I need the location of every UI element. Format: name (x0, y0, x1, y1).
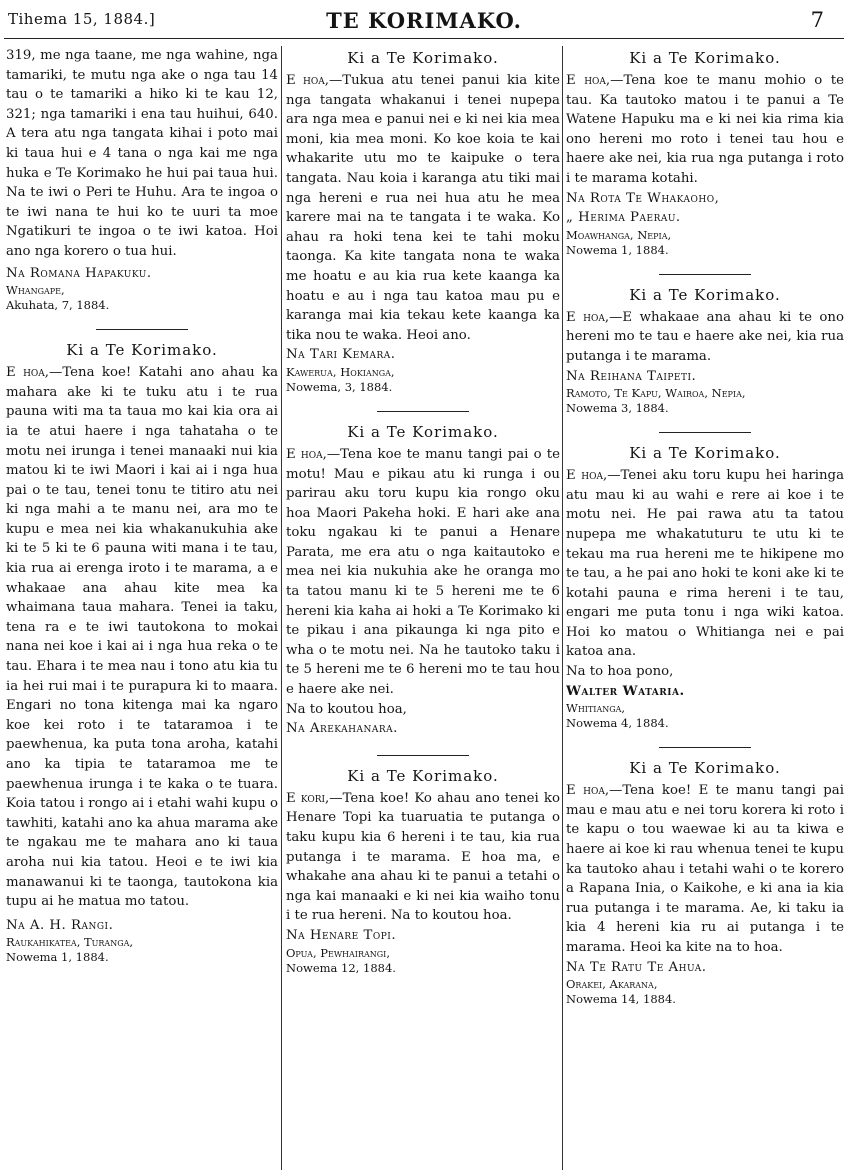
letter-body: —E whakaae ana ahau ki te ono hereni mo te tau e haere ake nei, kia rua putanga i te marama. (566, 309, 844, 364)
letter-date: Akuhata, 7, 1884. (6, 298, 110, 313)
letter-body: —Tena koe! E te manu tangi pai mau e mau atu e nei toru korera ki roto i te kapu o tou waewae ki au ta kiwa e haere ai koe ki rau whenua tenei te kupu ka tautoko ahau i tetahi wahi o te korero a Rapana Inia, o Kaikohe, e ki ana ia kia rua putanga i te marama. Ae, ki taku ia kia 4 hereni kia ru ai putanga i te marama. Heoi ka kite na to hoa. (566, 783, 844, 955)
letter-date: Nowema 1, 1884. (566, 242, 669, 257)
header-divider (4, 38, 844, 39)
letter-signer: Na A. H. Rangi. (6, 917, 114, 933)
section-divider (377, 755, 469, 756)
letter-place: Whangape, (6, 283, 65, 298)
section-divider (659, 747, 751, 748)
letter-body: —Tena koe te manu mohio o te tau. Ka tautoko matou i te panui a Te Watene Hapuku ma e ki nei kia rima kia ono hereni mo roto i tenei tau hou e haere ake nei, kia rua nga putanga i roto i te marama kotahi. (566, 73, 844, 186)
column-3 (566, 46, 844, 1168)
letter-signer: Na Henare Topi. (286, 927, 397, 943)
letter-signer: Na Te Ratu Te Ahua. (566, 959, 707, 975)
letter-salutation: E hoa, (286, 446, 327, 462)
letter-place: Moawhanga, Nepia, (566, 227, 672, 242)
letter-place: Kaweruа, Hokianga, (286, 364, 395, 379)
letter-closing: Na to hoa pono, (566, 664, 674, 680)
issue-date: Tihema 15, 1884.] (8, 10, 156, 28)
page-header (0, 0, 848, 44)
letter-signer: Walter Wataria. (566, 683, 685, 699)
letter-title: Ki a Te Korimako. (629, 759, 781, 778)
letter-body: —Tena koe! Katahi ano ahau ka mahara ake ki te tuku atu i te rua pauna witi ma ta taua mo kai kia ora ai ia te atui haere i nga tahataha o te motu nei irunga i tenei manaaki nui kia matou ki te iwi Maori i kai ai i nga hua pai o te tau, tenei tonu te titiro atu nei ki nga mahi a te manu nei, ara mo te kupu e mea nei kia whakanukuhia ake ki te 5 ki te 6 pauna witi mana i te tau, kia rua ai erenga iroto i te marama, a e whakaae ana ahau kite mea ka whaimana taua mahara. Tenei ia taku, tena ra e te iwi tautokona to mokai nana nei koe i kai ai i nga hua reka o te tau. Ehara i te mea nau i tono atu kia tu ia hei rui mai i te purapura ki to maara. Engari no tona kitenga mai ka ngaro koe kei roto i te tataramoa i te paewhenua, ka puta tona aroha, katahi ano ka tipia te tataramoa me te paewhenua irunga i te kaka o te tuara. Koia tatou i rongo ai i etahi wahi kupu o tawhiti, katahi ano ka ahua marama ake te ngakau me te mahara ano ki taua aroha nui kia tatou. Heoi e te iwi kia manawanui ki te taonga, tautokona kia tupu ai he matua mo tatou. (6, 365, 278, 910)
letter-salutation: E hoa, (286, 73, 329, 88)
letter-title: Ki a Te Korimako. (347, 422, 499, 441)
letter-place: Whitianga, (566, 701, 626, 716)
letter-date: Nowema 1, 1884. (6, 950, 109, 965)
letter-date: Nowema 12, 1884. (286, 960, 396, 975)
letter-title: Ki a Te Korimako. (629, 444, 781, 463)
letter-salutation: E kori, (286, 790, 330, 806)
letter-body: —Tena koe te manu tangi pai o te motu! Mau e pikau atu ki runga i ou parirau aku toru kupu kia rongo oku hoa Maori Pakeha hoki. E hari ake ana toku ngakau ki te panui a Henare Parata, me era atu o nga kaitautoko e mea nei kia nukuhia ake he oranga mo ta tatou manu ki te 5 hereni me te 6 hereni kia kaha ai hoki a Te Korimako ki te pikau i ana pikaunga ki nga pito e wha o te motu nei. Na he tautoko taku i te 5 hereni me te 6 hereni mo te tau hou e haere ake nei. (286, 446, 560, 698)
letter-title: Ki a Te Korimako. (347, 49, 499, 67)
section-divider (377, 411, 469, 412)
letter-signer: „ Herima Paerau. (566, 210, 681, 226)
column-divider (281, 46, 282, 1170)
letter-salutation: E hoa, (566, 73, 611, 88)
letter-date: Nowema 14, 1884. (566, 992, 676, 1007)
letter-salutation: E hoa, (566, 468, 608, 484)
letter-title: Ki a Te Korimako. (66, 341, 218, 360)
letter-title: Ki a Te Korimako. (629, 49, 781, 67)
letter-signer: Na Tari Kemara. (286, 347, 396, 363)
column-1 (6, 46, 278, 1168)
section-divider (659, 274, 751, 275)
letter-place: Ramoto, Te Kapu, Wairoa, Nepia, (566, 386, 746, 401)
column-divider (562, 46, 563, 1170)
letter (286, 48, 560, 395)
letter-signer: Na Arekahanara. (286, 721, 398, 737)
letter-place: Opua, Pewhairangi, (286, 945, 390, 960)
letter-place: Orakei, Akarana, (566, 977, 658, 992)
letter-date: Nowema 4, 1884. (566, 716, 669, 731)
letter-body: —Tukua atu tenei panui kia kite nga tangata whakanui i tenei nupepa ara nga mea e panui nei e ki nei kia mea moni, kia mea moni. Ko koe koia te kai whakarite utu mo te kaipuke o tera tangata. Nau koia i karanga atu tiki mai nga hereni e rua nei hua atu he mea karere mai na te tangata i te waka. Ko ahau ra hoki tena kei te tahi moku taonga. Ka kite tangata nona te waka me hoatu e au kia rua kete kaanga ka hoatu e au i nga tau katoa mau pu e karanga mai kia tekau kete kaanga ka tika nou te waka. Heoi ano. (286, 73, 560, 343)
letter-body: —Tenei aku toru kupu hei haringa atu mau ki au wahi e rere ai koe i te motu nei. He pai rawa atu ta tatou nupepa me whakatuturu te utu ki te tekau ma rua hereni me te hikipene mo te tau, a he pai ano hoki te koni ake ki te kotahi pauna e rima hereni i te tau, engari me puta tonu i nga wiki katoa. Hoi ko matou o Whitianga nei e pai katoa ana. (566, 468, 844, 660)
page-number: 7 (810, 8, 824, 32)
letter-title: Ki a Te Korimako. (629, 285, 781, 304)
letter-salutation: E hoa, (566, 783, 610, 799)
letter-place: Raukahikatea, Turanga, (6, 935, 134, 950)
section-divider (96, 329, 188, 330)
letter-salutation: E hoa, (6, 365, 50, 381)
letter-date: Nowema 3, 1884. (566, 401, 669, 416)
letter (286, 766, 560, 976)
letter-signer: Na Reihana Taipeti. (566, 368, 697, 384)
newspaper-title: TE KORIMAKO. (326, 8, 522, 33)
letter-signer: Na Rota Te Whakaoho, (566, 190, 720, 206)
letter-body: —Tena koe! Ko ahau ano tenei ko Henare Topi ka tuaruatia te putanga o taku kupu kia 6 hereni i te tau, kia rua putanga i te marama. E hoa ma, e whakahe ana ahau ki te panui a tetahi o nga kai manaaki e ki nei kia waiho tonu i te rua hereni. Na to koutou hoa. (286, 790, 560, 924)
letter (566, 48, 844, 258)
letter (566, 758, 844, 1007)
column-2 (286, 46, 560, 1168)
letter (286, 422, 560, 739)
letter (566, 443, 844, 731)
letter-title: Ki a Te Korimako. (347, 766, 499, 785)
section-divider (659, 432, 751, 433)
letter-salutation: E hoa, (566, 309, 610, 325)
letter-body: 319, me nga taane, me nga wahine, nga tamariki, te mutu nga ake o nga tau 14 tau o te tamariki a hiko ki te kau 12, 321; nga tamariki i ena tau huihui, 640. A tera atu nga tangata kihai i poto mai ki taua hui e 4 tana o nga kai me nga huka e Te Korimako he hui pai taua hui. Na te iwi o Peri te Huhu. Ara te ingoa o te iwi nana te hui ko te uuri ta moe Ngatikuri te ingoa o te iwi katoa. Hoi ano nga korero o tua hui. (6, 48, 278, 259)
letter-signer: Na Romana Hapakuku. (6, 265, 152, 281)
letter (566, 285, 844, 416)
letter-date: Nowema, 3, 1884. (286, 379, 393, 394)
letter (6, 340, 278, 965)
letter-closing: Na to koutou hoa, (286, 701, 407, 717)
letter-continuation (6, 46, 278, 313)
